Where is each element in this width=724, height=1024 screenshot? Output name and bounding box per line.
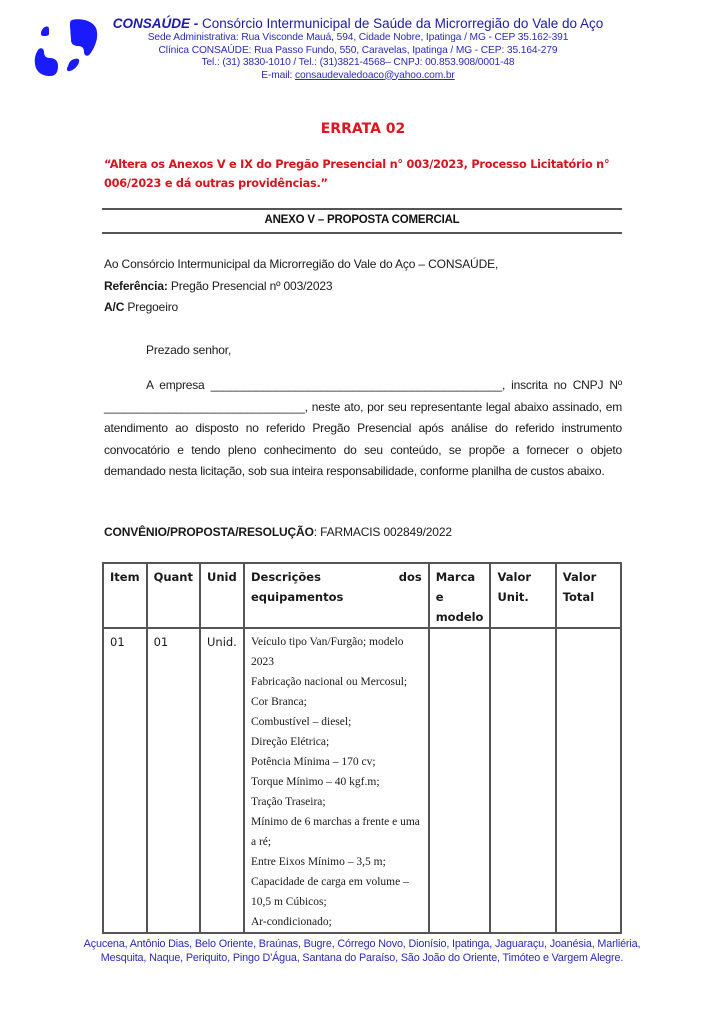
header-description-a: Descrições [250,570,321,584]
header-quant: Quant [147,563,200,628]
spec-line: Direção Elétrica; [250,736,330,748]
spec-line: Capacidade de carga em volume – 10,5 m Cúbicos; [250,876,409,908]
header-description-c: equipamentos [250,590,344,604]
body-text: A empresa _____________________________________________, inscrita no CNPJ Nº _______________________________, neste ato, por seu representante legal abaixo assinado, em atendimento ao disposto no referido Pregão Presencial após análise do referido instrumento convocatório e tendo pleno conhecimento do seu conteúdo, se propõe a fornecer o objeto demandado nesta licitação, sob sua inteira responsabilidade, conforme planilha de custos abaixo. [104,378,622,479]
cell-item: 01 [103,628,147,933]
reference-line [104,276,332,298]
email-label: E-mail: [261,69,296,81]
org-short-name: CONSAÚDE - [112,16,199,31]
header-item: Item [103,563,147,628]
header-marca-modelo: Marca e modelo [429,563,491,628]
org-full-name: Consórcio Intermunicipal de Saúde da Microrregião do Vale do Aço [198,16,604,31]
spec-line: Combustível – diesel; [250,716,352,728]
convenio-line [104,522,452,544]
cell-quant: 01 [147,628,200,933]
header-valor-total: Valor Total [556,563,621,628]
letterhead-address-clinic: Clínica CONSAÚDE: Rua Passo Fundo, 550, Caravelas, Ipatinga / MG - CEP: 35.164-279 [158,44,558,56]
errata-title: ERRATA 02 [320,121,406,137]
consaude-logo-icon [32,16,104,80]
attention-value: Pregoeiro [124,300,179,314]
header-valor-unit: Valor Unit. [490,563,555,628]
body-paragraph [104,375,622,483]
spec-line: Fabricação nacional ou Mercosul; Cor Branca; [250,676,408,708]
anexo-heading-box [102,208,622,234]
spec-line: Ar-condicionado; [250,916,332,928]
convenio-label: CONVÊNIO/PROPOSTA/RESOLUÇÃO [104,525,314,539]
spec-line: Torque Mínimo – 40 kgf.m; [250,776,380,788]
reference-value: Pregão Presencial nº 003/2023 [167,278,333,293]
cell-description [244,628,429,933]
cell-valor-unit[interactable] [490,628,555,933]
spec-line: Entre Eixos Mínimo – 3,5 m; [250,856,386,868]
cell-marca-modelo[interactable] [429,628,491,933]
footer-line-2: Mesquita, Naque, Periquito, Pingo D'Água, Santana do Paraíso, São João do Oriente, Timóteo e Vargem Alegre. [100,951,624,964]
table-row [103,628,621,933]
attention-line [104,297,178,319]
convenio-value: : FARMACIS 002849/2022 [313,525,452,539]
addressee-line: Ao Consórcio Intermunicipal da Microrregião do Vale do Aço – CONSAÚDE, [104,257,499,271]
footer-municipalities [40,938,684,965]
spec-line: Veículo tipo Van/Furgão; modelo 2023 [250,636,404,668]
spec-line: Tração Traseira; [250,796,326,808]
anexo-title: ANEXO V – PROPOSTA COMERCIAL [264,214,460,226]
footer-line-1: Açucena, Antônio Dias, Belo Oriente, Braúnas, Bugre, Córrego Novo, Dionísio, Ipatinga, Jaguaraçu, Joanésia, Marliéria, [83,938,641,950]
letterhead-phone-cnpj: Tel.: (31) 3830-1010 / Tel.: (31)3821-4568– CNPJ: 00.853.908/0001-48 [201,57,515,68]
spec-line: Potência Mínima – 170 cv; [250,756,376,768]
greeting: Prezado senhor, [146,343,232,357]
reference-label: Referência: [104,278,168,293]
header-description [244,563,429,628]
spec-line: Mínimo de 6 marchas a frente e uma a ré; [250,816,420,848]
attention-label: A/C [104,300,125,314]
email-link[interactable]: consaudevaledoaco@yahoo.com.br [295,69,455,81]
letterhead-email-line [108,70,608,83]
table-header-row [103,563,621,628]
letterhead-title [108,15,608,32]
letterhead [108,15,608,82]
header-unid: Unid [200,563,244,628]
proposal-table [102,562,622,934]
cell-unid: Unid. [200,628,244,933]
header-description-b: dos [398,570,422,584]
errata-subtitle: “Altera os Anexos V e IX do Pregão Presencial n° 003/2023, Processo Licitatório n° 006/2023 e dá outras providências.” [104,158,610,190]
cell-valor-total[interactable] [556,628,621,933]
letterhead-address-admin: Sede Administrativa: Rua Visconde Mauá, 594, Cidade Nobre, Ipatinga / MG - CEP 35.162-391 [147,32,569,43]
